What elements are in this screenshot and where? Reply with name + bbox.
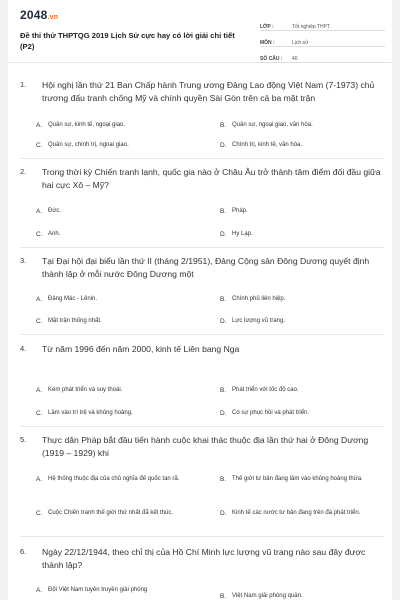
option-a[interactable] xyxy=(36,121,196,130)
option-key: B. xyxy=(220,476,227,483)
exam-meta xyxy=(260,16,385,64)
meta-value: Lịch sử xyxy=(292,40,309,46)
option-key: B. xyxy=(220,296,227,303)
option-b[interactable] xyxy=(220,295,380,304)
option-b[interactable] xyxy=(220,386,380,395)
option-text: Quân sự, ngoại giao, văn hóa. xyxy=(232,122,313,128)
option-a[interactable] xyxy=(36,386,196,395)
logo-text: 2048 xyxy=(20,8,48,22)
option-text: Pháp. xyxy=(232,208,248,214)
option-key: C. xyxy=(36,510,43,517)
divider xyxy=(20,158,384,159)
option-text: Quân sự, kinh tế, ngoại giao. xyxy=(48,122,126,128)
option-key: D. xyxy=(220,318,227,325)
logo-domain: .vn xyxy=(47,14,59,21)
question-number: 3. xyxy=(20,256,27,265)
option-text: Việt Nam giải phóng quân. xyxy=(232,593,303,599)
option-a[interactable] xyxy=(36,295,196,304)
option-key: C. xyxy=(36,410,43,417)
option-b[interactable] xyxy=(220,121,380,130)
meta-label: SỐ CÂU : xyxy=(260,56,283,62)
option-d[interactable] xyxy=(220,230,380,239)
option-key: B. xyxy=(220,387,227,394)
option-text: Phát triển với tốc độ cao. xyxy=(232,387,299,393)
question-number: 6. xyxy=(20,547,27,556)
option-b[interactable] xyxy=(220,207,380,216)
option-text: Cuộc Chiến tranh thế giới thứ nhất đã kết thúc. xyxy=(48,510,174,516)
option-text: Quân sự, chính trị, ngoại giao. xyxy=(48,142,129,148)
option-key: C. xyxy=(36,231,43,238)
divider xyxy=(20,334,384,335)
question-text: Hội nghị lần thứ 21 Ban Chấp hành Trung ương Đảng Lao động Việt Nam (7-1973) chủ trương đấu tranh chống Mỹ và chính quyền Sài Gòn trên cả ba mặt trận xyxy=(42,80,375,103)
exam-header xyxy=(8,0,392,63)
meta-row-count xyxy=(260,48,385,63)
option-key: C. xyxy=(36,318,43,325)
option-key: D. xyxy=(220,142,227,149)
option-key: A. xyxy=(36,476,43,483)
divider xyxy=(20,426,384,427)
meta-value: Tốt nghiệp THPT xyxy=(292,24,330,30)
option-a[interactable] xyxy=(36,207,196,216)
option-text: Kinh tế các nước tư bản đang trên đà phát triển. xyxy=(232,510,361,516)
option-text: Đức. xyxy=(48,208,62,214)
option-d[interactable] xyxy=(220,317,380,326)
option-c[interactable] xyxy=(36,509,211,518)
meta-row-subject xyxy=(260,32,385,47)
meta-row-class xyxy=(260,16,385,31)
question-text: Tại Đại hội đại biểu lần thứ II (tháng 2/1951), Đảng Cộng sản Đông Dương quyết định thành lập ở mỗi nước Đông Dương một xyxy=(42,256,370,279)
option-text: Chính phủ liên hiệp. xyxy=(232,296,286,302)
option-a[interactable] xyxy=(36,475,211,484)
option-c[interactable] xyxy=(36,141,196,150)
question-number: 4. xyxy=(20,344,27,353)
option-key: D. xyxy=(220,410,227,417)
question-text: Trong thời kỳ Chiến tranh lạnh, quốc gia nào ở Châu Âu trở thành tâm điểm đối đầu giữa hai cực Xô – Mỹ? xyxy=(42,167,381,190)
question-text: Từ năm 1996 đến năm 2000, kinh tế Liên bang Nga xyxy=(42,344,240,354)
question-text: Ngày 22/12/1944, theo chỉ thị của Hồ Chí Minh lực lượng vũ trang nào sau đây được thành lập? xyxy=(42,547,366,570)
question-number: 1. xyxy=(20,80,27,89)
meta-value: 40 xyxy=(292,56,298,62)
option-key: A. xyxy=(36,208,43,215)
option-a[interactable] xyxy=(36,586,211,595)
option-key: A. xyxy=(36,296,43,303)
option-text: Hệ thống thuộc địa của chủ nghĩa đế quốc tan rã. xyxy=(48,476,180,482)
option-text: Hy Lạp. xyxy=(232,231,253,237)
meta-label: LỚP : xyxy=(260,24,274,30)
site-logo[interactable] xyxy=(20,8,58,22)
option-b[interactable] xyxy=(220,592,380,600)
option-d[interactable] xyxy=(220,509,380,518)
exam-title: Đề thi thử THPTQG 2019 Lịch Sử cực hay có lời giải chi tiết (P2) xyxy=(20,31,235,51)
question-text: Thực dân Pháp bắt đầu tiến hành cuộc khai thác thuộc địa lần thứ hai ở Đông Dương (1919 – 1929) khi xyxy=(42,435,369,458)
divider xyxy=(20,536,384,537)
option-text: Đảng Mác - Lênin. xyxy=(48,296,98,302)
question-number: 2. xyxy=(20,167,27,176)
option-key: C. xyxy=(36,142,43,149)
option-text: Đội Việt Nam tuyên truyền giải phóng xyxy=(48,587,148,593)
meta-label: MÔN : xyxy=(260,40,275,46)
option-text: Mặt trận thống nhất. xyxy=(48,318,102,324)
option-text: Anh. xyxy=(48,231,61,237)
option-key: D. xyxy=(220,510,227,517)
option-c[interactable] xyxy=(36,317,196,326)
option-d[interactable] xyxy=(220,141,380,150)
option-key: A. xyxy=(36,587,43,594)
option-d[interactable] xyxy=(220,409,380,418)
option-b[interactable] xyxy=(220,475,380,484)
option-text: Lâm vào trì trệ và khủng hoảng. xyxy=(48,410,133,416)
option-key: B. xyxy=(220,122,227,129)
divider xyxy=(20,247,384,248)
option-key: D. xyxy=(220,231,227,238)
option-text: Chính trị, kinh tế, văn hóa. xyxy=(232,142,303,148)
option-key: B. xyxy=(220,208,227,215)
question-number: 5. xyxy=(20,435,27,444)
exam-page xyxy=(8,0,392,600)
option-c[interactable] xyxy=(36,409,196,418)
option-key: B. xyxy=(220,593,227,600)
option-text: Thế giới tư bản đang lâm vào khủng hoảng thừa. xyxy=(232,476,363,482)
option-key: A. xyxy=(36,122,43,129)
option-c[interactable] xyxy=(36,230,196,239)
option-text: Lực lượng vũ trang. xyxy=(232,318,285,324)
option-key: A. xyxy=(36,387,43,394)
option-text: Kém phát triển và suy thoái. xyxy=(48,387,123,393)
option-text: Có sự phục hồi và phát triển. xyxy=(232,410,310,416)
